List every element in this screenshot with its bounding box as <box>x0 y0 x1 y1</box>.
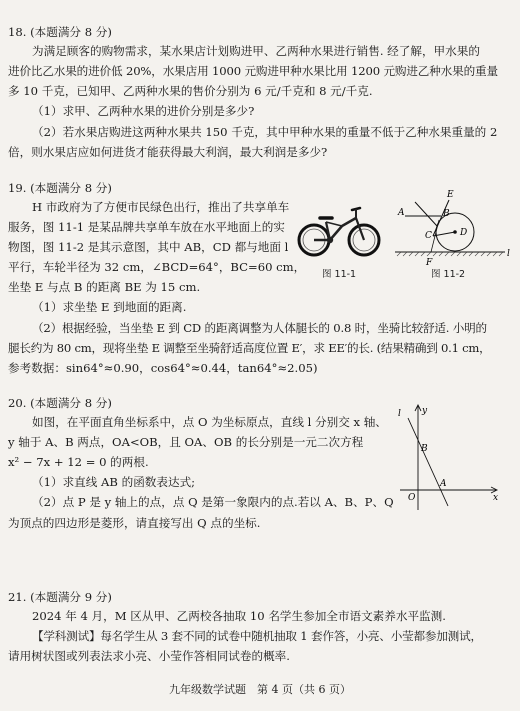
q21-title: 21. (本题满分 9 分) <box>8 590 112 604</box>
coord-label-x: x <box>493 493 499 503</box>
q18-line-2: 进价比乙水果的进价低 20%，水果店用 1000 元购进甲种水果比用 1200 元购进乙种水果的重量 <box>8 64 498 78</box>
coord-label-y: y <box>422 406 428 416</box>
coordinate-plane-figure <box>396 402 504 514</box>
q19-line-8: 腿长约为 80 cm，现将坐垫 E 调整至坐骑舒适高度位置 E′，求 EE′的长. (结果精确到 0.1 cm， <box>8 341 491 355</box>
q19-line-2: 服务，图 11-1 是某品牌共享单车放在水平地面上的实 <box>8 220 285 234</box>
coord-label-l: l <box>398 409 401 419</box>
fig2-label-a: A <box>398 208 405 218</box>
bicycle-figure <box>296 200 384 262</box>
q21-line-1: 2024 年 4 月，M 区从甲、乙两校各抽取 10 名学生参加全市语文素养水平监测. <box>32 609 446 623</box>
q19-title: 19. (本题满分 8 分) <box>8 181 112 195</box>
coord-label-a: A <box>440 479 447 489</box>
q18-line-5: （2）若水果店购进这两种水果共 150 千克，其中甲种水果的重量不低于乙种水果重量的 2 <box>32 125 498 139</box>
q18-line-1: 为满足顾客的购物需求，某水果店计划购进甲、乙两种水果进行销售. 经了解，甲水果的 <box>32 44 480 58</box>
coord-label-o: O <box>408 493 416 503</box>
figure-11-2-caption: 图 11-2 <box>431 269 466 280</box>
q21-line-3: 请用树状图或列表法求小亮、小莹作答相同试卷的概率. <box>8 649 290 663</box>
q18-line-4: （1）求甲、乙两种水果的进价分别是多少? <box>32 104 255 118</box>
q20-line-6: 为顶点的四边形是菱形，请直接写出 Q 点的坐标. <box>8 516 261 530</box>
q20-line-1: 如图，在平面直角坐标系中，点 O 为坐标原点，直线 l 分别交 x 轴、 <box>32 415 387 429</box>
q19-line-3: 物图，图 11-2 是其示意图，其中 AB，CD 都与地面 l <box>8 240 289 254</box>
fig2-label-e: E <box>447 190 454 200</box>
coord-label-b: B <box>421 444 428 454</box>
fig2-label-d: D <box>460 228 468 238</box>
q19-line-7: （2）根据经验，当坐垫 E 到 CD 的距离调整为人体腿长的 0.8 时，坐骑比较舒适. 小明的 <box>32 321 487 335</box>
q18-title: 18. (本题满分 8 分) <box>8 25 112 39</box>
fig2-label-b: B <box>443 209 450 219</box>
q18-line-3: 多 10 千克，已知甲、乙两种水果的售价分别为 6 元/千克和 8 元/千克. <box>8 84 373 98</box>
q20-line-5: （2）点 P 是 y 轴上的点，点 Q 是第一象限内的点.若以 A、B、P、Q <box>32 495 394 509</box>
page-footer: 九年级数学试题 第 4 页（共 6 页） <box>169 683 351 696</box>
q20-line-4: （1）求直线 AB 的函数表达式; <box>32 475 196 489</box>
q20-line-2: y 轴于 A、B 两点，OA<OB，且 OA、OB 的长分别是一元二次方程 <box>8 435 364 449</box>
fig2-label-c: C <box>425 231 432 241</box>
q19-line-4: 平行，车轮半径为 32 cm，∠BCD=64°，BC=60 cm， <box>8 260 306 274</box>
q19-line-1: H 市政府为了方便市民绿色出行，推出了共享单车 <box>32 200 290 214</box>
q20-title: 20. (本题满分 8 分) <box>8 396 112 410</box>
fig2-label-l: l <box>507 249 510 259</box>
q21-line-2: 【学科测试】每名学生从 3 套不同的试卷中随机抽取 1 套作答，小亮、小莹都参加测试， <box>32 629 482 643</box>
figure-11-1-caption: 图 11-1 <box>322 269 357 280</box>
q19-line-5: 坐垫 E 与点 B 的距离 BE 为 15 cm. <box>8 280 201 294</box>
q18-line-6: 倍，则水果店应如何进货才能获得最大利润，最大利润是多少? <box>8 145 328 159</box>
fig2-label-f: F <box>426 258 433 268</box>
q19-line-6: （1）求坐垫 E 到地面的距离. <box>32 300 187 314</box>
q19-line-9: 参考数据：sin64°≈0.90，cos64°≈0.44，tan64°≈2.05) <box>8 361 318 375</box>
q20-line-3: x² − 7x + 12 = 0 的两根. <box>8 455 149 469</box>
bicycle-schematic-figure <box>393 186 515 268</box>
